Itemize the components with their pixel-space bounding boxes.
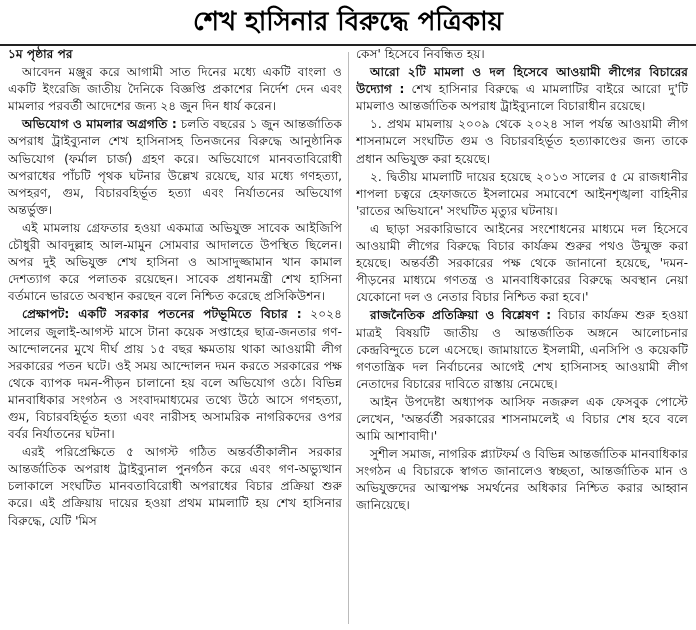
left-paragraphs <box>8 64 342 530</box>
paragraph <box>356 64 688 115</box>
section-subhead: আরো ২টি মামলা ও দল হিসেবে আওয়ামী লীগের বিচারের উদ্যোগ : <box>356 65 688 97</box>
paragraph <box>356 221 688 306</box>
paragraph <box>356 394 688 445</box>
paragraph-text: সুশীল সমাজ, নাগরিক প্ল্যাটফর্ম ও বিভিন্ন আন্তর্জাতিক মানবাধিকার সংগঠন এ বিচারকে স্বাগত জানালেও স্বচ্ছতা, আন্তর্জাতিক মান ও অভিযুক্তদের আত্মপক্ষ সমর্থনের অধিকার নিশ্চিত করার আহ্বান জানিয়েছে। <box>356 447 688 513</box>
paragraph-text: এই মামলায় গ্রেফতার হওয়া একমাত্র অভিযুক্ত সাবেক আইজিপি চৌধুরী আবদুল্লাহ আল-মামুন সোমবার আদালতে উপস্থিত ছিলেন। অপর দুই অভিযুক্ত শেখ হাসিনা ও আসাদুজ্জামান খান কামাল দেশত্যাগ করে পলাতক রয়েছেন। সাবেক প্রধানমন্ত্রী শেখ হাসিনা বর্তমানে ভারতে অবস্থান করছেন বলে নিশ্চিত করেছে প্রসিকিউশন। <box>8 220 342 304</box>
section-subhead: রাজনৈতিক প্রতিক্রিয়া ও বিশ্লেষণ : <box>370 308 552 323</box>
left-column <box>8 46 342 630</box>
paragraph-text: এ ছাড়া সরকারিভাবে আইনের সংশোধনের মাধ্যমে দল হিসেবে আওয়ামী লীগের বিরুদ্ধে বিচার কার্যক্রম শুরুর পথও উন্মুক্ত করা হয়েছে। অন্তর্বর্তী সরকারের পক্ষ থেকে জানানো হয়েছে, 'দমন-পীড়নের মাধ্যমে গণতন্ত্র ও মানবাধিকারের বিরুদ্ধে অবস্থান নেয়া যেকোনো দল ও নেতার বিচার নিশ্চিত করা হবে।' <box>356 221 688 305</box>
paragraph-text: বিচার কার্যক্রম শুরু হওয়া মাত্রই বিষয়টি জাতীয় ও আন্তর্জাতিক অঙ্গনে আলোচনার কেন্দ্রবিন্দুতে চলে এসেছে। জামায়াতে ইসলামী, এনসিপি ও কয়েকটি গণতান্ত্রিক দল নির্বাচনের আগেই শেখ হাসিনাসহ আওয়ামী লীগ নেতাদের বিচারের দাবিতে রাস্তায় নেমেছে। <box>356 308 688 391</box>
paragraph <box>8 116 342 219</box>
headline: শেখ হাসিনার বিরুদ্ধে পত্রিকায় <box>193 7 503 37</box>
paragraph <box>356 169 688 220</box>
paragraph-text: ২০২৪ সালের জুলাই-আগস্ট মাসে টানা কয়েক সপ্তাহের ছাত্র-জনতার গণ-আন্দোলনের মুখে দীর্ঘ প্রায় ১৫ বছর ক্ষমতায় থাকা আওয়ামী লীগ সরকারের পতন ঘটে। ওই সময় আন্দোলন দমন করতে সরকারের পক্ষ থেকে ব্যাপক দমন-পীড়ন চালানো হয় বলে অভিযোগ ওঠে। বিভিন্ন মানবাধিকার সংগঠন ও সংবাদমাধ্যমের তথ্যে উঠে আসে গণহত্যা, গুম, বিচারবহির্ভূত হত্যা এবং নারীসহ অসামরিক নাগরিকদের ওপর বর্বর নির্যাতনের ঘটনা। <box>8 307 342 442</box>
paragraph <box>8 220 342 305</box>
paragraph-text: ২. দ্বিতীয় মামলাটি দায়ের হয়েছে ২০১৩ সালের ৫ মে রাজধানীর শাপলা চত্বরে হেফাজতে ইসলামের সমাবেশে আইনশৃঙ্খলা বাহিনীর 'রাতের অভিযানে' সংঘটিত মৃত্যুর ঘটনায়। <box>356 169 688 218</box>
paragraph-text: আইন উপদেষ্টা অধ্যাপক আসিফ নজরুল এক ফেসবুক পোস্টে লেখেন, 'অন্তর্বর্তী সরকারের শাসনামলেই এ বিচার শেষ হবে বলে আমি আশাবাদী।' <box>356 394 688 444</box>
paragraph-text: কেস' হিসেবে নিবন্ধিত হয়। <box>356 47 485 61</box>
paragraph <box>356 446 688 514</box>
paragraph <box>356 46 688 63</box>
paragraph-text: ১. প্রথম মামলায় ২০০৯ থেকে ২০২৪ সাল পর্যন্ত আওয়ামী লীগ শাসনামলে সংঘটিত গুম ও বিচারবহির্ভূত হত্যাকাণ্ডের জন্য তাকে প্রধান অভিযুক্ত করা হয়েছে। <box>356 117 688 166</box>
continuation-label: ১ম পৃষ্ঠার পর <box>8 47 73 61</box>
section-subhead: অভিযোগ ও মামলার অগ্রগতি : <box>22 117 177 132</box>
paragraph <box>356 307 688 392</box>
paragraph <box>8 444 342 529</box>
paragraph <box>8 306 342 443</box>
right-paragraphs <box>356 46 688 515</box>
section-subhead: প্রেক্ষাপট: একটি সরকার পতনের পটভূমিতে বিচার : <box>22 307 302 322</box>
paragraph <box>8 64 342 115</box>
column-divider <box>348 52 349 624</box>
paragraph <box>356 116 688 167</box>
article-columns <box>0 46 696 630</box>
paragraph-text: চলতি বছরের ১ জুন আন্তর্জাতিক অপরাধ ট্রাইব্যুনাল শেখ হাসিনাসহ তিনজনের বিরুদ্ধে আনুষ্ঠানিক অভিযোগ (ফর্মাল চার্জ) গ্রহণ করে। অভিযোগে মানবতাবিরোধী অপরাধের পাঁচটি পৃথক ঘটনার উল্লেখ রয়েছে, যার মধ্যে গণহত্যা, অপহরণ, গুম, বিচারবহির্ভূত হত্যা এবং নির্যাতনের অভিযোগ অন্তর্ভুক্ত। <box>8 117 342 217</box>
paragraph-text: এরই পরিপ্রেক্ষিতে ৫ আগস্ট গঠিত অন্তর্বর্তীকালীন সরকার আন্তর্জাতিক অপরাধ ট্রাইব্যুনাল পুনর্গঠন করে এবং গণ-অভ্যুত্থান চলাকালে সংঘটিত মানবতাবিরোধী অপরাধের বিচার প্রক্রিয়া শুরু করে। এই প্রক্রিয়ায় দায়ের হওয়া প্রথম মামলাটি হয় শেখ হাসিনার বিরুদ্ধে, যেটি 'মিস <box>8 445 342 528</box>
paragraph-text: আবেদন মঞ্জুর করে আগামী সাত দিনের মধ্যে একটি বাংলা ও একটি ইংরেজি জাতীয় দৈনিকে বিজ্ঞপ্তি প্রকাশের নির্দেশ দেন এবং মামলার পরবর্তী আদেশের জন্য ২৪ জুন দিন ধার্য করেন। <box>8 65 342 114</box>
right-column <box>356 46 688 630</box>
paragraph-text: শেখ হাসিনার বিরুদ্ধে এ মামলাটির বাইরে আরো দু'টি মামলাও আন্তর্জাতিক অপরাধ ট্রাইব্যুনালে বিচারাধীন রয়েছে। <box>356 82 688 114</box>
